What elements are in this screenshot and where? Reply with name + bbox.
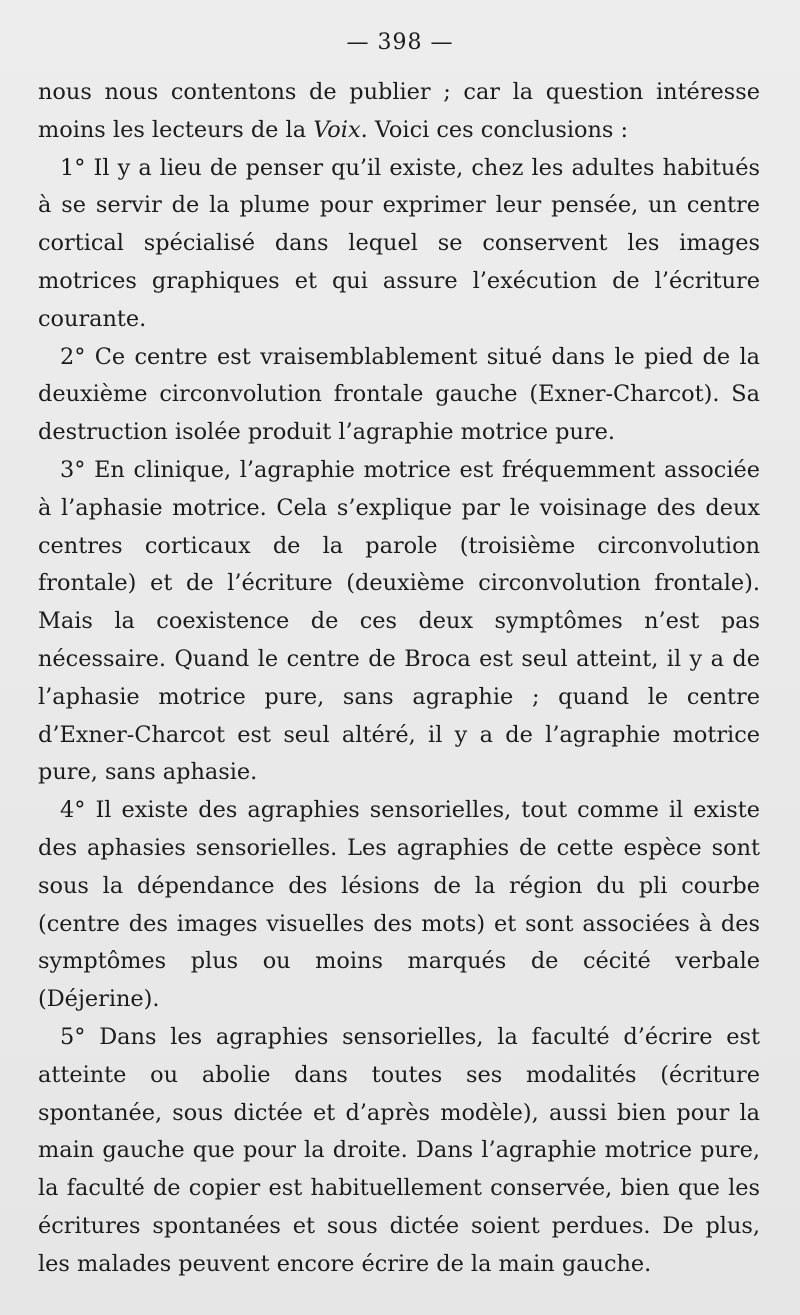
page-number: — 398 — [346,30,454,55]
conclusion-1: 1° Il y a lieu de penser qu’il existe, chez les adultes habitués à se servir de la plume pour exprimer leur pensée, un centre cortical spécialisé dans lequel se conservent les images motrices graphiques et qui assure l’exécution de l’écriture courante. [38,154,760,332]
conclusion-5: 5° Dans les agraphies sensorielles, la faculté d’écrire est atteinte ou abolie dans toutes ses modalités (écriture spontanée, sous dictée et d’après modèle), aussi bien pour la main gauche que pour la droite. Dans l’agraphie motrice pure, la faculté de copier est habituellement conservée, bien que les écritures spontanées et sous dictée soient perdues. De plus, les malades peuvent encore écrire de la main gauche. [38,1023,760,1277]
conclusion-2: 2° Ce centre est vraisemblablement situé dans le pied de la deuxième circonvolution frontale gauche (Exner-Charcot). Sa destruction isolée produit l’agraphie motrice pure. [38,343,760,446]
conclusion-4: 4° Il existe des agraphies sensorielles, tout comme il existe des aphasies sensorielles. Les agraphies de cette espèce sont sous la dépendance des lésions de la région du pli courbe (centre des images visuelles des mots) et sont associées à des symptômes plus ou moins marqués de cécité verbale (Déjerine). [38,797,760,1013]
intro-text-before: nous nous contentons de publier ; car la question intéresse moins les lecteurs de la [38,79,760,143]
paragraph-intro [38,74,760,150]
conclusion-3: 3° En clinique, l’agraphie motrice est fréquemment associée à l’aphasie motrice. Cela s’explique par le voisinage des deux centres corticaux de la parole (troisième circonvolution frontale) et de l’écriture (deuxième circonvolution frontale). Mais la coexistence de ces deux symptômes n’est pas nécessaire. Quand le centre de Broca est seul atteint, il y a de l’aphasie motrice pure, sans agraphie ; quand le centre d’Exner-Charcot est seul altéré, il y a de l’agraphie motrice pure, sans aphasie. [38,456,760,786]
body-text [38,74,760,1284]
journal-title: Voix [313,116,361,143]
intro-text-after: . Voici ces conclusions : [360,116,629,143]
